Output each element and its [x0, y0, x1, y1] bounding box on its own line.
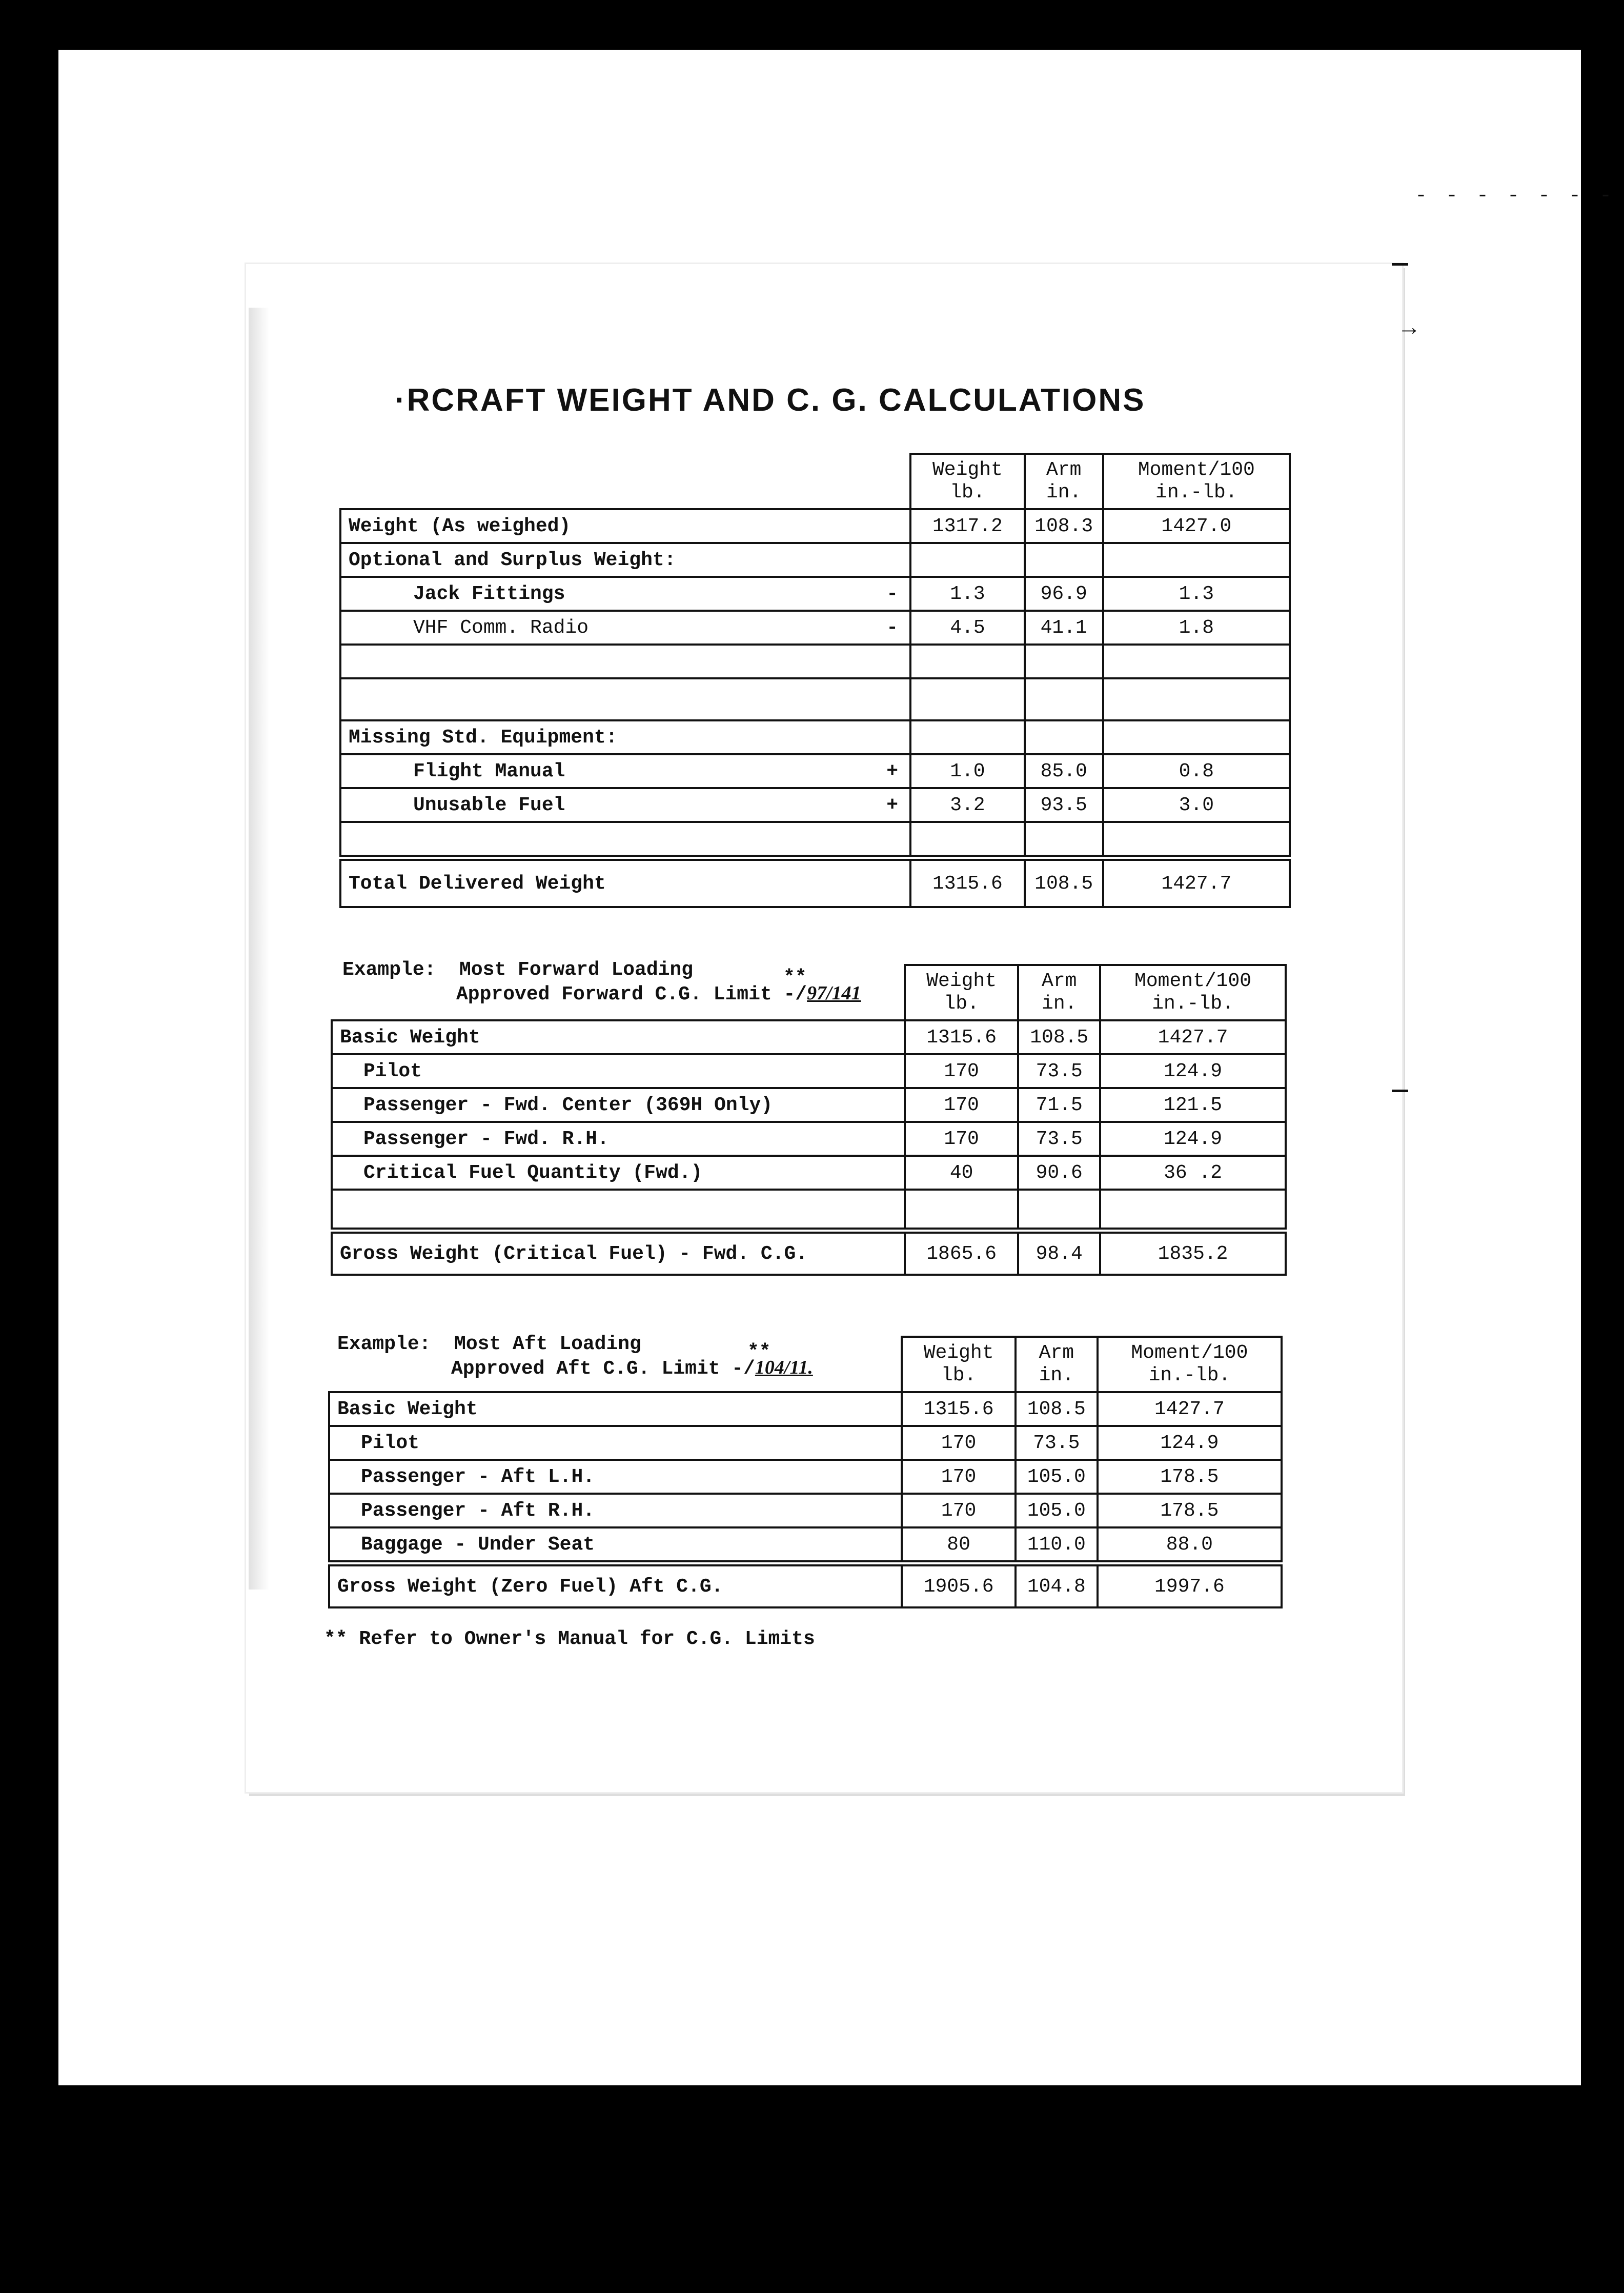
header-moment: Moment/100 in.-lb.	[1098, 1337, 1282, 1392]
table-row: Passenger - Fwd. Center (369H Only) 170 71.5 121.5	[332, 1088, 1286, 1122]
example2-stars: **	[747, 1341, 771, 1363]
header-moment: Moment/100 in.-lb.	[1100, 965, 1286, 1020]
table-row	[332, 1190, 1286, 1231]
margin-tick	[1392, 263, 1408, 266]
total-row: Gross Weight (Critical Fuel) - Fwd. C.G. 1865.6 98.4 1835.2	[332, 1231, 1286, 1275]
header-blank	[332, 965, 905, 1020]
table-row: Pilot 170 73.5 124.9	[332, 1054, 1286, 1088]
handwritten-limit: 104/11.	[755, 1357, 813, 1378]
table-row: Baggage - Under Seat 80 110.0 88.0	[329, 1527, 1282, 1563]
total-row: Gross Weight (Zero Fuel) Aft C.G. 1905.6 104.8 1997.6	[329, 1563, 1282, 1607]
margin-dashes: - - - - - - -	[1415, 185, 1615, 208]
header-blank	[340, 454, 910, 509]
table-row: Pilot 170 73.5 124.9	[329, 1426, 1282, 1460]
table-row: Basic Weight 1315.6 108.5 1427.7	[329, 1392, 1282, 1426]
header-weight: Weight lb.	[910, 454, 1025, 509]
table-row: Flight Manual + 1.0 85.0 0.8	[340, 754, 1290, 788]
example2-limit-label: Approved Aft C.G. Limit -/104/11.	[451, 1357, 813, 1380]
handwritten-limit: 97/141	[807, 982, 861, 1004]
table-row: Jack Fittings - 1.3 96.9 1.3	[340, 577, 1290, 611]
table-row	[340, 678, 1290, 720]
table-row: Critical Fuel Quantity (Fwd.) 40 90.6 36 .2	[332, 1156, 1286, 1190]
header-weight: Weight lb.	[905, 965, 1018, 1020]
example1-limit-label: Approved Forward C.G. Limit -/97/141	[456, 982, 861, 1005]
margin-tick	[1392, 1090, 1408, 1092]
header-arm: Arm in.	[1025, 454, 1103, 509]
table-row: Passenger - Aft R.H. 170 105.0 178.5	[329, 1494, 1282, 1527]
example1-title: Example: Most Forward Loading	[342, 959, 694, 981]
margin-arrow: →	[1402, 315, 1416, 342]
table-row	[340, 822, 1290, 858]
table-row: Unusable Fuel + 3.2 93.5 3.0	[340, 788, 1290, 822]
forward-loading-table	[331, 964, 1287, 1276]
header-weight: Weight lb.	[902, 1337, 1016, 1392]
table-row: Basic Weight 1315.6 108.5 1427.7	[332, 1020, 1286, 1054]
example1-stars: **	[783, 967, 807, 989]
header-blank	[329, 1337, 902, 1392]
table-row: Passenger - Aft L.H. 170 105.0 178.5	[329, 1460, 1282, 1494]
table-row	[340, 645, 1290, 678]
footnote: ** Refer to Owner's Manual for C.G. Limits	[324, 1628, 815, 1650]
header-arm: Arm in.	[1018, 965, 1100, 1020]
example2-title: Example: Most Aft Loading	[337, 1333, 641, 1355]
page-title: ·RCRAFT WEIGHT AND C. G. CALCULATIONS	[395, 383, 1146, 418]
total-row: Total Delivered Weight 1315.6 108.5 1427.7	[340, 858, 1290, 907]
aft-loading-table	[328, 1336, 1283, 1608]
scan-shadow	[249, 308, 269, 1590]
table-row: VHF Comm. Radio - 4.5 41.1 1.8	[340, 611, 1290, 645]
delivered-weight-table	[339, 453, 1291, 908]
table-row: Passenger - Fwd. R.H. 170 73.5 124.9	[332, 1122, 1286, 1156]
table-row: Optional and Surplus Weight:	[340, 543, 1290, 577]
header-moment: Moment/100 in.-lb.	[1103, 454, 1290, 509]
header-arm: Arm in.	[1016, 1337, 1098, 1392]
table-row: Missing Std. Equipment:	[340, 720, 1290, 754]
table-row: Weight (As weighed) 1317.2 108.3 1427.0	[340, 509, 1290, 543]
